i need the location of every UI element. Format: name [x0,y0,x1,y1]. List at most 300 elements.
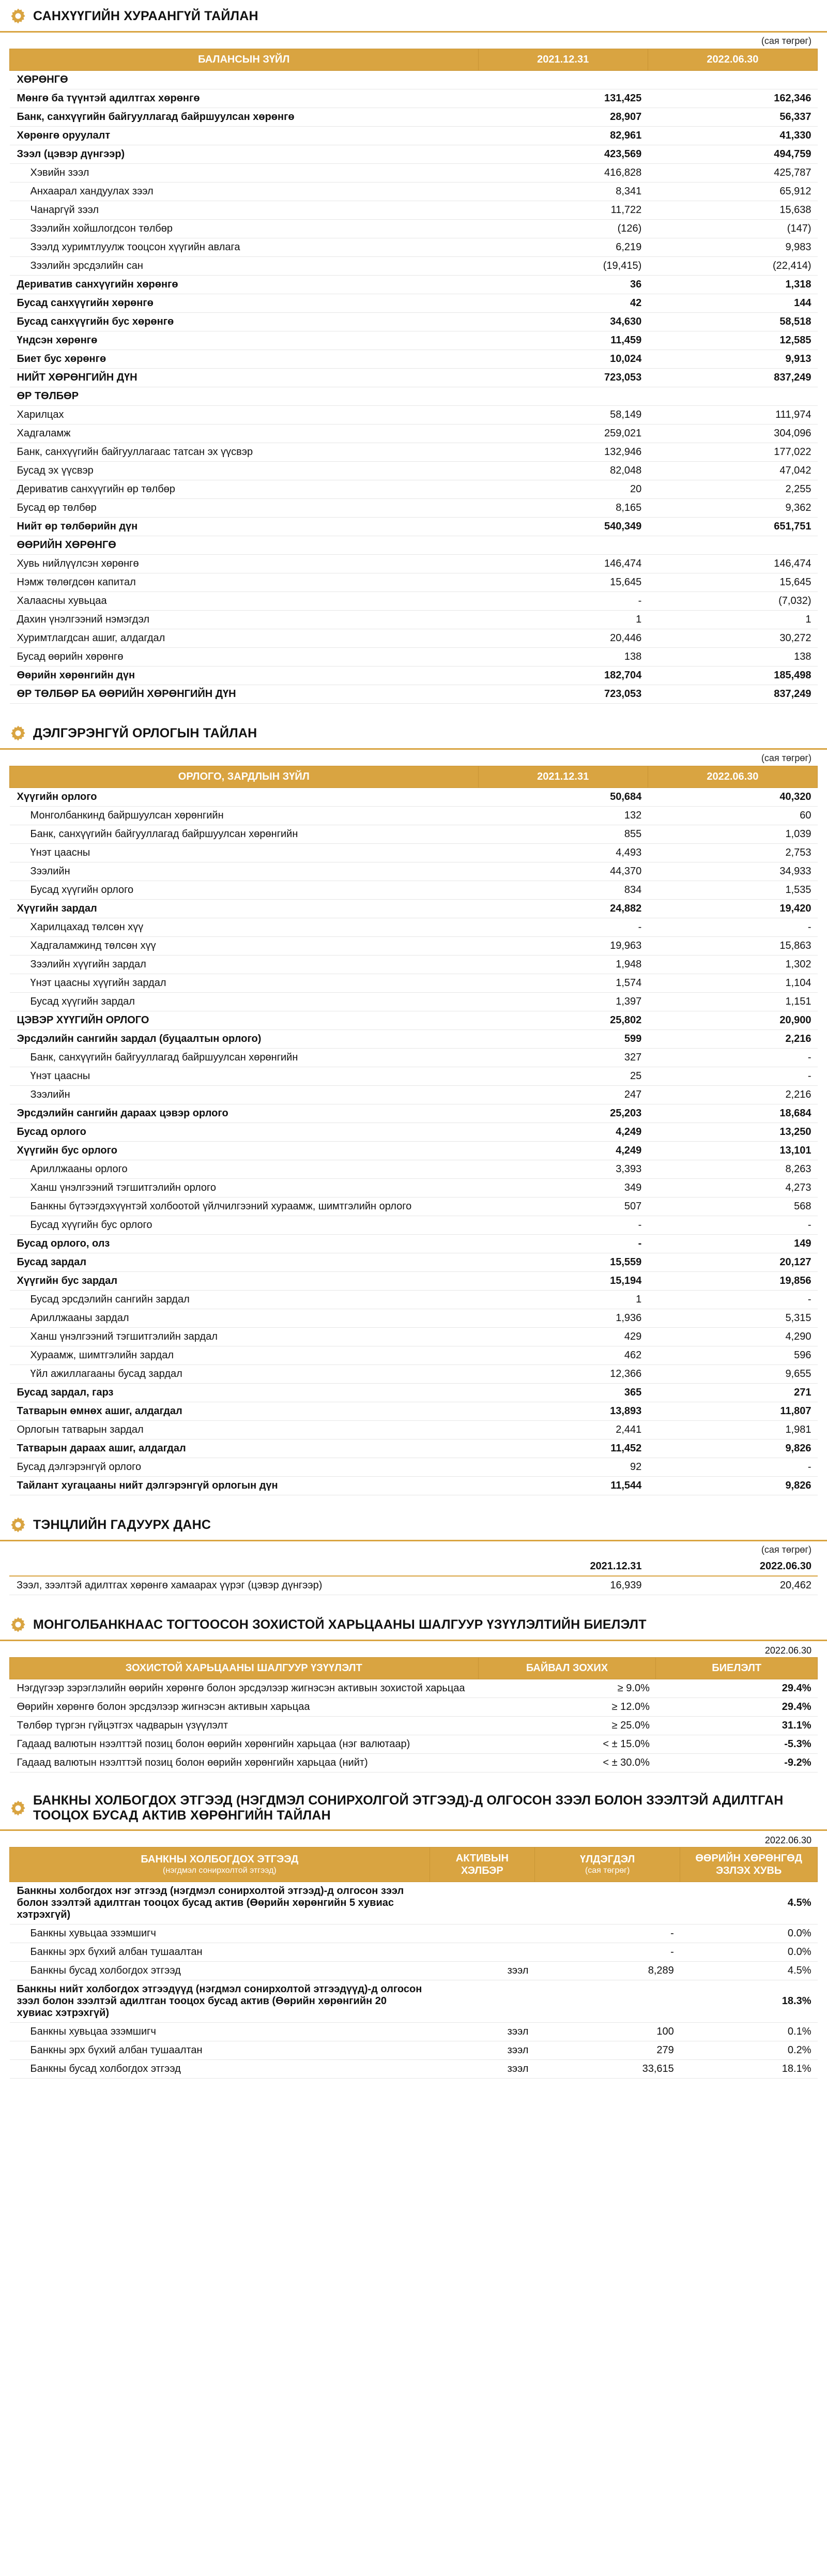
ratios-table-wrap [0,1657,827,1772]
party-equity-pct: 0.0% [680,1924,818,1943]
table-row [10,1291,818,1309]
row-label: Ханш үнэлгээний тэгшитгэлийн орлого [10,1179,479,1198]
row-label: Орлогын татварын зардал [10,1421,479,1439]
row-label: Харилцахад төлсөн хүү [10,918,479,937]
ratio-actual: 29.4% [656,1679,818,1698]
related-col-pct [680,1847,818,1882]
related-table [9,1847,818,2079]
table-row [10,1735,818,1754]
table-row [10,145,818,164]
row-label: Хураамж, шимтгэлийн зардал [10,1346,479,1365]
row-label: Зээлийн эрсдэлийн сан [10,257,479,276]
section-title-income: ДЭЛГЭРЭНГҮЙ ОРЛОГЫН ТАЙЛАН [33,725,257,740]
row-value-2022: 162,346 [648,89,817,108]
table-row [10,164,818,183]
section-title-ratios: МОНГОЛБАНКНААС ТОГТООСОН ЗОХИСТОЙ ХАРЬЦААНЫ ШАЛГУУР ҮЗҮҮЛЭЛТИЙН БИЕЛЭЛТ [33,1617,647,1632]
row-value-2021: 82,961 [478,127,648,145]
row-value-2021: 11,544 [478,1477,648,1495]
offbalance-date-row [9,1557,818,1576]
row-value-2022 [648,536,817,555]
row-value-2022: 20,462 [648,1576,818,1595]
row-value-2022: 4,290 [648,1328,817,1346]
row-value-2022: 185,498 [648,666,817,685]
table-row [10,462,818,480]
row-label: ӨӨРИЙН ХӨРӨНГӨ [10,536,479,555]
row-value-2021: - [478,1235,648,1253]
related-col-party-main: БАНКНЫ ХОЛБОГДОХ ЭТГЭЭД [141,1853,299,1865]
party-balance: 100 [534,2022,680,2041]
party-asset-type: зээл [430,2022,534,2041]
row-label: Бусад өр төлбөр [10,499,479,518]
row-value-2022: 494,759 [648,145,817,164]
row-value-2021: - [478,1216,648,1235]
table-row [10,862,818,881]
offbalance-table-wrap [0,1557,827,1595]
row-value-2021: 4,493 [478,844,648,862]
gear-icon [9,1799,27,1817]
row-value-2021: 20,446 [478,629,648,648]
row-label: Хүүгийн бус зардал [10,1272,479,1291]
party-label: Банкны эрх бүхий албан тушаалтан [10,1943,430,1961]
party-asset-type [430,1882,534,1924]
row-value-2021: 11,452 [478,1439,648,1458]
party-asset-type [430,1980,534,2022]
ratios-col-actual: БИЕЛЭЛТ [656,1658,818,1679]
row-label: Биет бус хөрөнгө [10,350,479,369]
table-row [10,89,818,108]
party-equity-pct: 4.5% [680,1882,818,1924]
balance-table-wrap [0,49,827,704]
row-value-2021: 82,048 [478,462,648,480]
row-value-2021: 58,149 [478,406,648,425]
table-row [10,2059,818,2078]
row-label: Бусад хүүгийн бус орлого [10,1216,479,1235]
related-col-party-sub: (нэгдмэл сонирхолтой этгээд) [163,1866,277,1875]
row-value-2022: 19,420 [648,900,817,918]
row-label: Монголбанкинд байршуулсан хөрөнгийн [10,807,479,825]
row-value-2021 [478,71,648,89]
row-value-2022: 111,974 [648,406,817,425]
row-label: Хүүгийн зардал [10,900,479,918]
table-row [10,1086,818,1104]
balance-header-row [10,49,818,71]
table-row [10,238,818,257]
ratios-body [10,1679,818,1772]
table-row [10,1980,818,2022]
row-value-2022: 9,362 [648,499,817,518]
table-row [10,1346,818,1365]
row-label: Халаасны хувьцаа [10,592,479,611]
ratio-required: < ± 30.0% [478,1754,656,1772]
row-label: Хэвийн зээл [10,164,479,183]
table-row [10,499,818,518]
party-label: Банкны эрх бүхий албан тушаалтан [10,2041,430,2059]
party-balance: 33,615 [534,2059,680,2078]
party-equity-pct: 4.5% [680,1961,818,1980]
row-label: Бусад санхүүгийн хөрөнгө [10,294,479,313]
row-value-2022: - [648,1291,817,1309]
row-value-2022: 13,250 [648,1123,817,1142]
row-label: Хүүгийн орлого [10,788,479,807]
ratio-label: Төлбөр түргэн гүйцэтгэх чадварын үзүүлэлт [10,1717,479,1735]
table-row [10,480,818,499]
table-row [10,425,818,443]
row-value-2022: 596 [648,1346,817,1365]
row-value-2021: 855 [478,825,648,844]
party-balance: 8,289 [534,1961,680,1980]
row-label: Бусад санхүүгийн бус хөрөнгө [10,313,479,331]
ratio-required: ≥ 12.0% [478,1698,656,1717]
row-value-2022: 12,585 [648,331,817,350]
row-label: Бусад орлого [10,1123,479,1142]
row-value-2021: - [478,592,648,611]
related-col-party [10,1847,430,1882]
row-value-2021: 50,684 [478,788,648,807]
row-value-2022: 2,216 [648,1030,817,1049]
table-row [10,406,818,425]
table-row [10,825,818,844]
income-body [10,788,818,1495]
row-label: НИЙТ ХӨРӨНГИЙН ДҮН [10,369,479,387]
related-col-balance-main: ҮЛДЭГДЭЛ [580,1853,635,1865]
table-row [10,629,818,648]
related-body [10,1882,818,2078]
row-label: Ариллжааны орлого [10,1160,479,1179]
table-row [10,1123,818,1142]
table-row [10,1384,818,1402]
row-value-2022 [648,71,817,89]
row-label: Үнэт цаасны [10,844,479,862]
row-value-2022: 34,933 [648,862,817,881]
table-row [10,1717,818,1735]
row-value-2022: 60 [648,807,817,825]
section-header-ratios [0,1609,827,1641]
offbalance-date-2021: 2021.12.31 [478,1557,648,1576]
row-value-2021: 599 [478,1030,648,1049]
row-value-2022: 15,645 [648,573,817,592]
table-row [10,648,818,666]
row-value-2022: 837,249 [648,685,817,704]
table-row [10,1179,818,1198]
row-value-2021: 138 [478,648,648,666]
ratio-actual: -5.3% [656,1735,818,1754]
row-value-2022: 144 [648,294,817,313]
row-label: Зээлийн [10,1086,479,1104]
table-row [10,1216,818,1235]
table-row [10,2041,818,2059]
row-value-2022: 15,863 [648,937,817,956]
row-value-2021: 25,802 [478,1011,648,1030]
ratios-table [9,1657,818,1772]
table-row [10,1439,818,1458]
table-row [10,518,818,536]
table-row [10,881,818,900]
row-value-2022: 40,320 [648,788,817,807]
table-row [10,1067,818,1086]
table-row [9,1576,818,1595]
gear-icon [9,7,27,25]
table-row [10,611,818,629]
row-value-2022: 1,535 [648,881,817,900]
table-row [10,1198,818,1216]
row-label: Зээл, зээлтэй адилтгах хөрөнгө хамаарах үүрэг (цэвэр дүнгээр) [9,1576,478,1595]
table-row [10,1272,818,1291]
party-equity-pct: 0.0% [680,1943,818,1961]
row-label: Бусад хүүгийн зардал [10,993,479,1011]
row-value-2022: 65,912 [648,183,817,201]
table-row [10,555,818,573]
row-value-2022: 47,042 [648,462,817,480]
row-value-2021: 1,397 [478,993,648,1011]
row-label: Бусад хүүгийн орлого [10,881,479,900]
row-value-2021: (19,415) [478,257,648,276]
row-label: Зээлийн [10,862,479,881]
row-value-2021 [478,536,648,555]
table-row [10,1698,818,1717]
row-label: Бусад зардал, гарз [10,1384,479,1402]
row-value-2022: - [648,1067,817,1086]
row-label: Нийт өр төлбөрийн дүн [10,518,479,536]
row-value-2021: 11,459 [478,331,648,350]
table-row [10,974,818,993]
table-row [10,276,818,294]
table-row [10,1160,818,1179]
balance-col-label: БАЛАНСЫН ЗҮЙЛ [10,49,479,71]
row-value-2022: 13,101 [648,1142,817,1160]
row-label: Үнэт цаасны [10,1067,479,1086]
party-balance [534,1980,680,2022]
row-value-2021: 2,441 [478,1421,648,1439]
balance-col-2022: 2022.06.30 [648,49,817,71]
row-value-2022: 304,096 [648,425,817,443]
table-row [10,201,818,220]
row-label: ӨР ТӨЛБӨР БА ӨӨРИЙН ХӨРӨНГИЙН ДҮН [10,685,479,704]
table-row [10,71,818,89]
party-balance: - [534,1924,680,1943]
row-value-2022: - [648,1049,817,1067]
table-row [10,1924,818,1943]
row-label: Бусад эх үүсвэр [10,462,479,480]
row-value-2022: - [648,1458,817,1477]
table-row [10,900,818,918]
row-label: Үйл ажиллагааны бусад зардал [10,1365,479,1384]
row-value-2021: 20 [478,480,648,499]
party-equity-pct: 0.2% [680,2041,818,2059]
offbalance-unit-label: (сая төгрөг) [761,1544,811,1555]
row-value-2021: 25 [478,1067,648,1086]
row-value-2021 [478,387,648,406]
row-value-2021: 12,366 [478,1365,648,1384]
row-label: Дахин үнэлгээний нэмэгдэл [10,611,479,629]
row-label: ХӨРӨНГӨ [10,71,479,89]
row-label: Бусад орлого, олз [10,1235,479,1253]
row-label: Зээлийн хүүгийн зардал [10,956,479,974]
table-row [10,918,818,937]
row-value-2021: 423,569 [478,145,648,164]
party-label: Банкны хувьцаа эзэмшигч [10,1924,430,1943]
row-value-2022: 1,318 [648,276,817,294]
row-value-2021: 429 [478,1328,648,1346]
gear-icon [9,1616,27,1633]
row-value-2022: 177,022 [648,443,817,462]
row-value-2021: 462 [478,1346,648,1365]
row-value-2021: 1,574 [478,974,648,993]
party-asset-type: зээл [430,1961,534,1980]
row-value-2021: 132,946 [478,443,648,462]
row-value-2022: 19,856 [648,1272,817,1291]
ratio-actual: 31.1% [656,1717,818,1735]
table-row [10,666,818,685]
row-label: Банк, санхүүгийн байгууллагад байршуулсан хөрөнгийн [10,1049,479,1067]
row-value-2021: 4,249 [478,1123,648,1142]
row-value-2022: 18,684 [648,1104,817,1123]
row-value-2021: 36 [478,276,648,294]
income-col-2021: 2021.12.31 [478,766,648,788]
table-row [10,956,818,974]
party-label: Банкны хувьцаа эзэмшигч [10,2022,430,2041]
ratio-label: Гадаад валютын нээлттэй позиц болон өөрийн хөрөнгийн харьцаа (нийт) [10,1754,479,1772]
section-header-balance [0,0,827,33]
row-label: Банкны бүтээгдэхүүнтэй холбоотой үйлчилгээний хураамж, шимтгэлийн орлого [10,1198,479,1216]
row-label: Өөрийн хөрөнгийн дүн [10,666,479,685]
table-row [10,1030,818,1049]
related-header-row [10,1847,818,1882]
row-label: Зээлийн хойшлогдсон төлбөр [10,220,479,238]
row-value-2022: 9,826 [648,1477,817,1495]
ratio-actual: 29.4% [656,1698,818,1717]
related-col-balance [534,1847,680,1882]
row-label: Бусад эрсдэлийн сангийн зардал [10,1291,479,1309]
table-row [10,685,818,704]
row-value-2022: 2,255 [648,480,817,499]
row-value-2021: 1,936 [478,1309,648,1328]
row-value-2021: 11,722 [478,201,648,220]
row-label: Эрсдэлийн сангийн зардал (буцаалтын орлого) [10,1030,479,1049]
row-value-2021: 19,963 [478,937,648,956]
row-label: Тайлант хугацааны нийт дэлгэрэнгүй орлогын дүн [10,1477,479,1495]
row-label: Харилцах [10,406,479,425]
row-value-2021: 4,249 [478,1142,648,1160]
table-row [10,1142,818,1160]
row-value-2021: 3,393 [478,1160,648,1179]
section-title-balance: САНХҮҮГИЙН ХУРААНГҮЙ ТАЙЛАН [33,8,258,23]
table-row [10,257,818,276]
row-value-2022: 146,474 [648,555,817,573]
table-row [10,350,818,369]
row-value-2021: 13,893 [478,1402,648,1421]
row-label: Дериватив санхүүгийн хөрөнгө [10,276,479,294]
table-row [10,844,818,862]
ratio-label: Өөрийн хөрөнгө болон эрсдэлээр жигнэсэн активын харьцаа [10,1698,479,1717]
table-row [10,331,818,350]
table-row [10,183,818,201]
table-row [10,1421,818,1439]
row-value-2022: 1 [648,611,817,629]
section-header-related [0,1786,827,1831]
income-table-wrap [0,766,827,1495]
row-value-2021: 15,559 [478,1253,648,1272]
row-value-2021: 131,425 [478,89,648,108]
row-value-2022: 1,151 [648,993,817,1011]
row-value-2022: (7,032) [648,592,817,611]
row-value-2022: 5,315 [648,1309,817,1328]
related-table-wrap [0,1847,827,2079]
row-value-2021: 1 [478,1291,648,1309]
row-value-2022: 1,981 [648,1421,817,1439]
row-value-2021: 146,474 [478,555,648,573]
party-balance: - [534,1943,680,1961]
table-row [10,1679,818,1698]
table-row [10,443,818,462]
row-value-2022: 4,273 [648,1179,817,1198]
row-value-2021: 723,053 [478,369,648,387]
row-value-2022: - [648,1216,817,1235]
table-row [10,1253,818,1272]
row-value-2021: 34,630 [478,313,648,331]
table-row [10,313,818,331]
row-value-2022: 30,272 [648,629,817,648]
table-row [10,1961,818,1980]
row-value-2021: 25,203 [478,1104,648,1123]
party-balance: 279 [534,2041,680,2059]
party-label: Банкны холбогдох нэг этгээд (нэгдмэл сонирхолтой этгээд)-д олгосон зээл болон зээлтэй адилтган тооцох бусад актив (Өөрийн хөрөнгийн 5 хувиас хэтрэхгүй) [10,1882,430,1924]
related-col-type-main: АКТИВЫН ХЭЛБЭР [455,1852,509,1876]
income-col-label: ОРЛОГО, ЗАРДЛЫН ЗҮЙЛ [10,766,479,788]
row-value-2022: 8,263 [648,1160,817,1179]
table-row [10,1458,818,1477]
row-value-2022: 58,518 [648,313,817,331]
row-label: Бусад дэлгэрэнгүй орлого [10,1458,479,1477]
row-label: Анхаарал хандуулах зээл [10,183,479,201]
table-row [10,2022,818,2041]
row-value-2022: 138 [648,648,817,666]
table-row [10,369,818,387]
party-label: Банкны бусад холбогдох этгээд [10,2059,430,2078]
offbalance-table [9,1557,818,1595]
ratio-required: < ± 15.0% [478,1735,656,1754]
party-asset-type: зээл [430,2059,534,2078]
party-asset-type: зээл [430,2041,534,2059]
party-equity-pct: 0.1% [680,2022,818,2041]
table-row [10,1882,818,1924]
row-label: Хуримтлагдсан ашиг, алдагдал [10,629,479,648]
row-label: Хүүгийн бус орлого [10,1142,479,1160]
table-row [10,807,818,825]
table-row [10,1402,818,1421]
row-value-2021: 92 [478,1458,648,1477]
section-title-related: БАНКНЫ ХОЛБОГДОХ ЭТГЭЭД (НЭГДМЭЛ СОНИРХОЛГОЙ ЭТГЭЭД)-Д ОЛГОСОН ЗЭЭЛ БОЛОН ЗЭЭЛТЭЙ АДИЛТГАН ТООЦОХ БУСАД АКТИВ ХӨРӨНГИЙН ТАЙЛАН [33,1793,784,1823]
row-value-2021: 132 [478,807,648,825]
row-label: Мөнгө ба түүнтэй адилтгах хөрөнгө [10,89,479,108]
row-value-2022 [648,387,817,406]
related-col-pct-main: ӨӨРИЙН ХӨРӨНГӨД ЭЗЛЭХ ХУВЬ [695,1852,802,1876]
table-row [10,294,818,313]
balance-table [9,49,818,704]
row-label: Ариллжааны зардал [10,1309,479,1328]
row-value-2022: - [648,918,817,937]
row-label: Зээлд хуримтлуулж тооцсон хүүгийн авлага [10,238,479,257]
related-col-type [430,1847,534,1882]
row-label: Татварын өмнөх ашиг, алдагдал [10,1402,479,1421]
table-row [10,1754,818,1772]
row-label: Чанаргүй зээл [10,201,479,220]
row-value-2021: 42 [478,294,648,313]
party-label: Банкны бусад холбогдох этгээд [10,1961,430,1980]
row-value-2021: 259,021 [478,425,648,443]
row-value-2022: (22,414) [648,257,817,276]
row-label: Банк, санхүүгийн байгууллагад байршуулсан хөрөнгө [10,108,479,127]
row-label: Бусад зардал [10,1253,479,1272]
